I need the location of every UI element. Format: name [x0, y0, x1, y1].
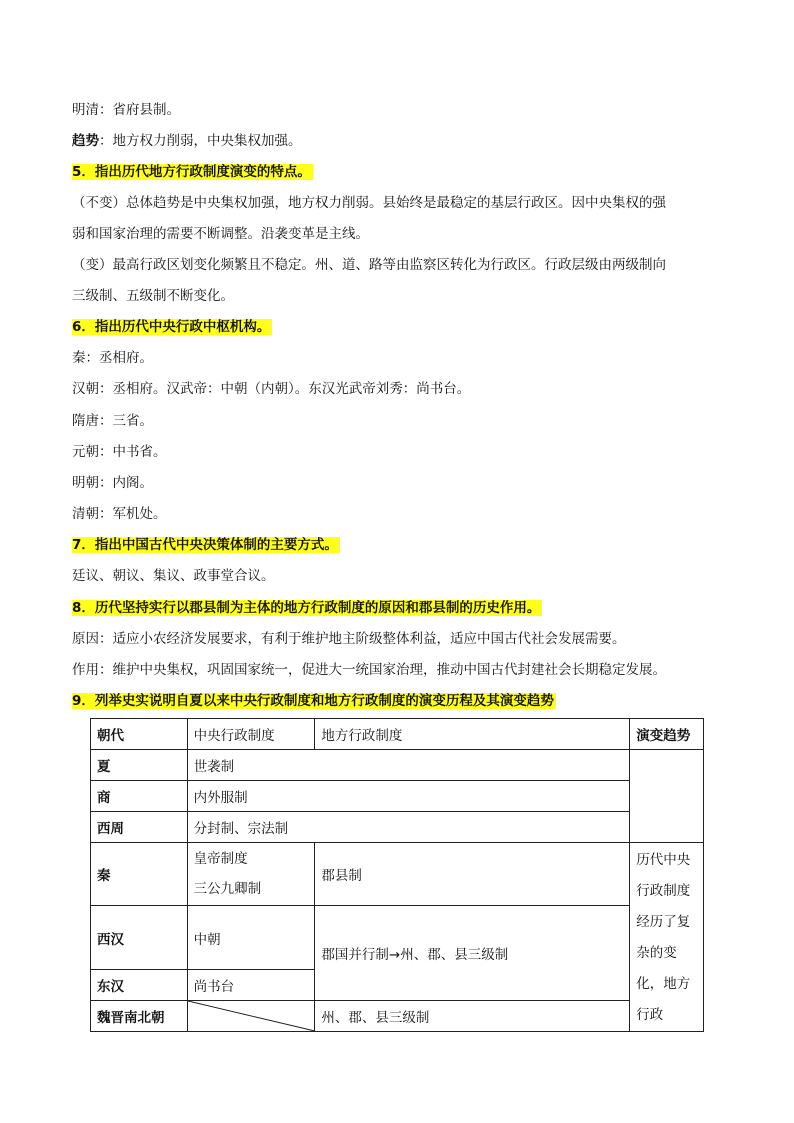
text-line: 原因：适应小农经济发展要求，有利于维护地主阶级整体利益，适应中国古代社会发展需要。: [72, 631, 626, 647]
evolution-table: [90, 718, 704, 1032]
diagonal-empty-cell: [187, 1001, 315, 1032]
local-system-cell: 郡县制: [315, 843, 630, 906]
trend-cell: 历代中央行政制度经历了复杂的变化，地方行政: [630, 843, 704, 1032]
table-row: [91, 1001, 704, 1032]
question-7: [72, 535, 340, 555]
central-system-line: 三公九卿制: [193, 881, 262, 897]
central-system-cell: 中朝: [187, 906, 315, 970]
text-line: 作用：维护中央集权，巩固国家统一，促进大一统国家治理，推动中国古代封建社会长期稳定发展。: [72, 662, 666, 678]
local-system-cell: 郡国并行制→州、郡、县三级制: [315, 906, 630, 1001]
text-line: 隋唐：三省。: [72, 413, 153, 429]
text-line: 清朝：军机处。: [72, 506, 167, 522]
question-6-heading: 6．指出历代中央行政中枢机构。: [72, 319, 271, 335]
text-line: 明朝：内阁。: [72, 475, 153, 491]
system-cell: 世袭制: [187, 750, 630, 781]
dynasty-cell: 商: [91, 781, 188, 812]
text-line: 汉朝：丞相府。汉武帝：中朝（内朝）。东汉光武帝刘秀：尚书台。: [72, 381, 471, 397]
question-5-heading: 5．指出历代地方行政制度演变的特点。: [72, 164, 311, 180]
question-5: [72, 162, 313, 182]
system-cell: 内外服制: [187, 781, 630, 812]
system-cell: 分封制、宗法制: [187, 812, 630, 843]
dynasty-cell: 夏: [91, 750, 188, 781]
text-line: （变）最高行政区划变化频繁且不稳定。州、道、路等由监察区转化为行政区。行政层级由两级制向: [72, 257, 666, 273]
dynasty-cell: 秦: [91, 843, 188, 906]
dynasty-cell: 西周: [91, 812, 188, 843]
table-row: [91, 781, 704, 812]
central-system-line: 皇帝制度: [193, 851, 248, 867]
text-line: 廷议、朝议、集议、政事堂合议。: [72, 568, 275, 584]
question-9: [72, 691, 556, 711]
trend-empty-cell: [630, 750, 704, 843]
local-system-cell: 州、郡、县三级制: [315, 1001, 630, 1032]
text-line: 三级制、五级制不断变化。: [72, 288, 234, 304]
header-cell: 演变趋势: [630, 719, 704, 750]
dynasty-cell: 魏晋南北朝: [91, 1001, 188, 1032]
central-system-cell: [187, 843, 315, 906]
question-8: [72, 598, 542, 618]
trend-text: ：地方权力削弱，中央集权加强。: [99, 133, 302, 149]
table-row: [91, 750, 704, 781]
text-line: 元朝：中书省。: [72, 444, 167, 460]
central-system-cell: 尚书台: [187, 970, 315, 1001]
text-line: 秦：丞相府。: [72, 350, 153, 366]
header-cell: 朝代: [91, 719, 188, 750]
dynasty-cell: 西汉: [91, 906, 188, 970]
question-8-heading: 8．历代坚持实行以郡县制为主体的地方行政制度的原因和郡县制的历史作用。: [72, 600, 541, 616]
text-line: （不变）总体趋势是中央集权加强，地方权力削弱。县始终是最稳定的基层行政区。因中央集权的强: [72, 195, 666, 211]
text-line: 明清：省府县制。: [72, 102, 180, 118]
question-7-heading: 7．指出中国古代中央决策体制的主要方式。: [72, 537, 338, 553]
table-header-row: [91, 719, 704, 750]
dynasty-cell: 东汉: [91, 970, 188, 1001]
diagonal-line: [188, 1001, 315, 1031]
header-cell: 地方行政制度: [315, 719, 630, 750]
trend-label: 趋势: [72, 133, 99, 149]
question-6: [72, 317, 272, 337]
header-cell: 中央行政制度: [187, 719, 315, 750]
table-row: [91, 843, 704, 906]
table-row: [91, 906, 704, 970]
question-9-heading: 9．列举史实说明自夏以来中央行政制度和地方行政制度的演变历程及其演变趋势: [72, 693, 554, 709]
text-line: 弱和国家治理的需要不断调整。沿袭变革是主线。: [72, 226, 369, 242]
text-line: [72, 131, 302, 151]
table-row: [91, 812, 704, 843]
